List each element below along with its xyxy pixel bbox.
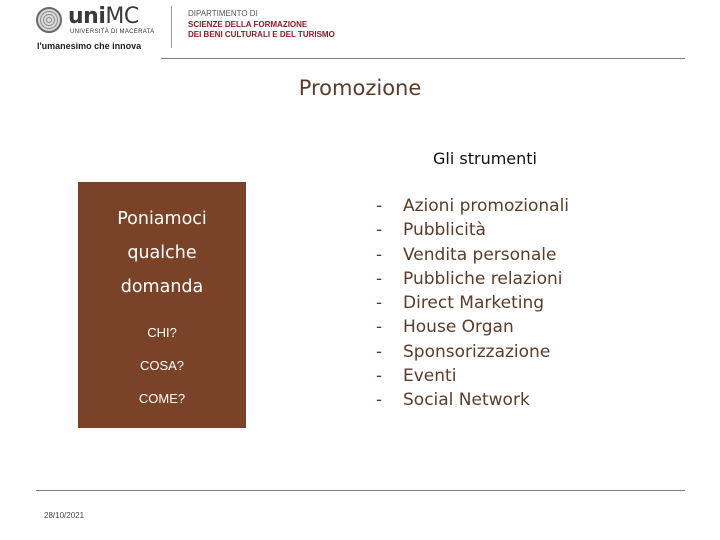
slide-subtitle: Gli strumenti — [433, 149, 537, 168]
list-item — [376, 315, 569, 339]
list-bullet: - — [376, 196, 383, 216]
card-heading-line-2: qualche — [127, 243, 197, 263]
list-item-label: Social Network — [403, 390, 530, 411]
department-line-3: DEI BENI CULTURALI E DEL TURISMO — [188, 30, 335, 39]
list-item — [376, 243, 569, 267]
card-heading-line-3: domanda — [120, 277, 204, 297]
list-item — [376, 291, 569, 315]
card-questions — [78, 316, 246, 415]
list-bullet: - — [376, 366, 383, 387]
list-bullet: - — [376, 244, 383, 265]
list-item-label: Eventi — [403, 366, 457, 387]
university-seal-icon — [36, 7, 62, 33]
question-who: CHI? — [147, 325, 177, 340]
list-item-label: Direct Marketing — [403, 293, 545, 314]
question-how: COME? — [138, 391, 186, 406]
card-heading — [78, 202, 246, 304]
list-bullet: - — [376, 268, 383, 289]
list-bullet: - — [376, 390, 383, 411]
slide-title: Promozione — [298, 76, 422, 100]
list-item — [376, 194, 569, 218]
header-divider — [171, 6, 172, 48]
list-item — [376, 364, 569, 388]
list-item-label: House Organ — [403, 317, 514, 338]
tools-list — [376, 194, 569, 413]
question-what: COSA? — [139, 358, 185, 373]
list-item-label: Pubbliche relazioni — [403, 268, 563, 289]
list-item-label: Vendita personale — [403, 244, 557, 265]
department-line-2: SCIENZE DELLA FORMAZIONE — [188, 19, 308, 29]
questions-card — [78, 182, 246, 428]
list-item — [376, 267, 569, 291]
list-item — [376, 340, 569, 364]
slide-header — [0, 0, 720, 58]
list-item-label: Pubblicità — [403, 220, 486, 241]
footer-date: 28/10/2021 — [44, 511, 85, 520]
list-item-label: Sponsorizzazione — [403, 341, 551, 362]
university-logo — [68, 4, 139, 29]
list-bullet: - — [376, 317, 383, 338]
list-bullet: - — [376, 293, 383, 314]
university-name: UNIVERSITÀ DI MACERATA — [70, 29, 155, 35]
list-bullet: - — [376, 341, 383, 362]
header-rule — [161, 58, 685, 59]
list-item — [376, 218, 569, 242]
card-heading-line-1: Poniamoci — [117, 209, 207, 229]
list-item — [376, 388, 569, 412]
list-bullet: - — [376, 220, 383, 241]
list-item-label: Azioni promozionali — [403, 196, 570, 216]
logo-main: uni — [68, 4, 106, 29]
university-motto: l'umanesimo che innova — [37, 41, 142, 51]
department-name — [188, 9, 335, 41]
department-line-1: DIPARTIMENTO DI — [188, 9, 258, 18]
footer-rule — [36, 490, 685, 491]
logo-suffix: MC — [105, 4, 139, 29]
